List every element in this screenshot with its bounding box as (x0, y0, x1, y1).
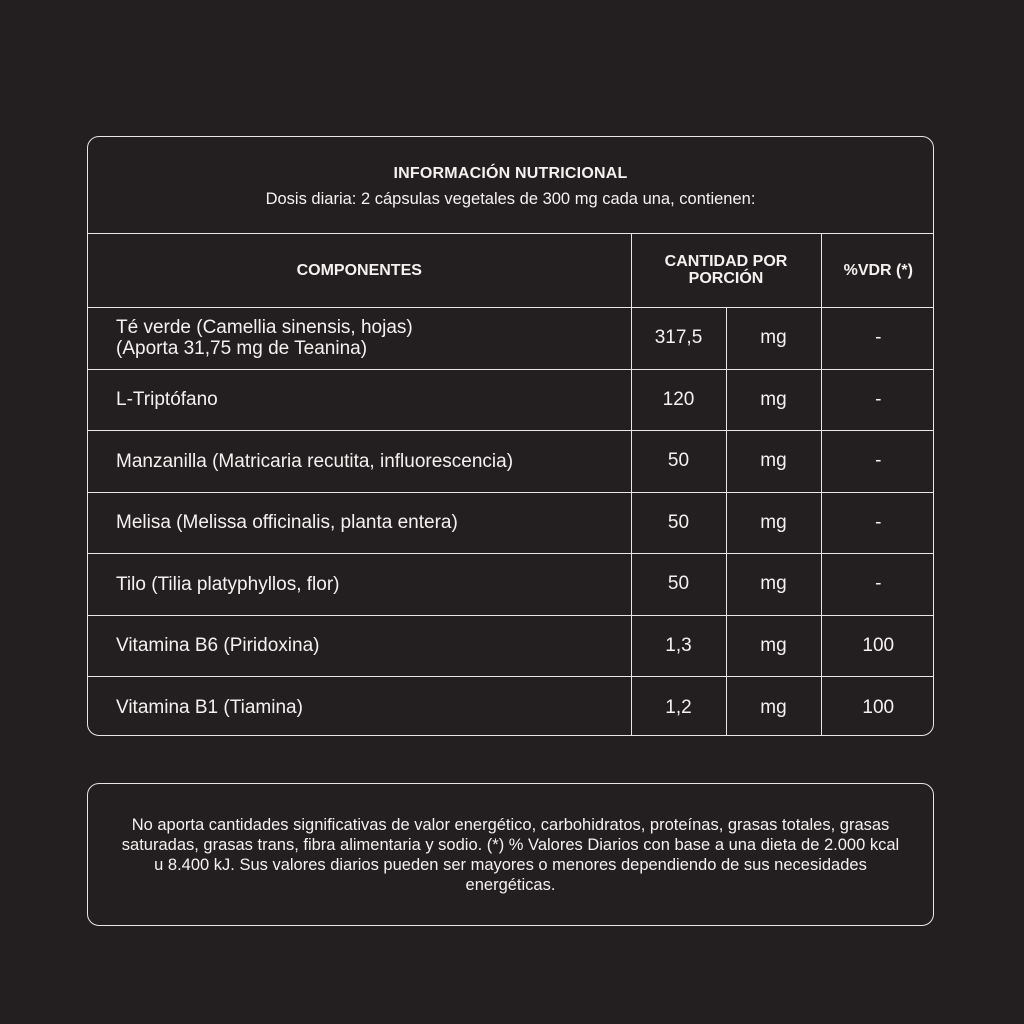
unit-cell: mg (726, 369, 821, 431)
amount-cell: 50 (631, 431, 726, 493)
amount-cell: 50 (631, 492, 726, 554)
table-row (88, 492, 934, 554)
unit-cell: mg (726, 431, 821, 493)
header-vdr: %VDR (*) (821, 234, 934, 307)
nutrition-panel (87, 136, 934, 736)
table-row (88, 369, 934, 431)
unit-cell: mg (726, 492, 821, 554)
amount-cell: 1,3 (631, 615, 726, 677)
unit-cell: mg (726, 307, 821, 369)
table-row (88, 615, 934, 677)
vdr-cell: 100 (821, 615, 934, 677)
unit-cell: mg (726, 554, 821, 616)
vdr-cell: - (821, 307, 934, 369)
component-name: Tilo (Tilia platyphyllos, flor) (88, 554, 631, 616)
header-amount-line1: CANTIDAD POR (664, 253, 788, 271)
amount-cell: 1,2 (631, 677, 726, 737)
header-amount-line2: PORCIÓN (688, 270, 764, 288)
component-name: Té verde (Camellia sinensis, hojas) (116, 317, 413, 338)
vdr-cell: - (821, 369, 934, 431)
footnote-text: No aporta cantidades significativas de valor energético, carbohidratos, proteínas, grasas totales, grasas saturadas, grasas trans, fibra alimentaria y sodio. (*) % Valores Diarios con base a una dieta de 2.000 kcal u 8.400 kJ. Sus valores diarios pueden ser mayores o menores dependiendo de sus necesidades energéticas. (121, 815, 900, 894)
unit-cell: mg (726, 615, 821, 677)
table-row (88, 307, 934, 369)
component-name: Melisa (Melissa officinalis, planta entera) (88, 492, 631, 554)
component-name: Vitamina B1 (Tiamina) (88, 677, 631, 737)
unit-cell: mg (726, 677, 821, 737)
table-row (88, 431, 934, 493)
component-name: Vitamina B6 (Piridoxina) (88, 615, 631, 677)
component-name: Manzanilla (Matricaria recutita, influorescencia) (88, 431, 631, 493)
table-row (88, 677, 934, 737)
panel-header (88, 137, 933, 234)
table-row (88, 554, 934, 616)
nutrition-table (88, 234, 934, 736)
component-name: L-Triptófano (88, 369, 631, 431)
header-components: COMPONENTES (88, 234, 631, 307)
vdr-cell: - (821, 554, 934, 616)
footnote-box (87, 783, 934, 926)
table-header-row (88, 234, 934, 307)
amount-cell: 50 (631, 554, 726, 616)
vdr-cell: - (821, 492, 934, 554)
amount-cell: 120 (631, 369, 726, 431)
header-amount (631, 234, 821, 307)
panel-title: INFORMACIÓN NUTRICIONAL (393, 165, 628, 182)
amount-cell: 317,5 (631, 307, 726, 369)
vdr-cell: 100 (862, 696, 895, 718)
panel-subtitle: Dosis diaria: 2 cápsulas vegetales de 300 mg cada una, contienen: (265, 190, 756, 208)
component-note: (Aporta 31,75 mg de Teanina) (116, 338, 368, 359)
vdr-cell: - (821, 431, 934, 493)
component-cell (88, 307, 631, 369)
